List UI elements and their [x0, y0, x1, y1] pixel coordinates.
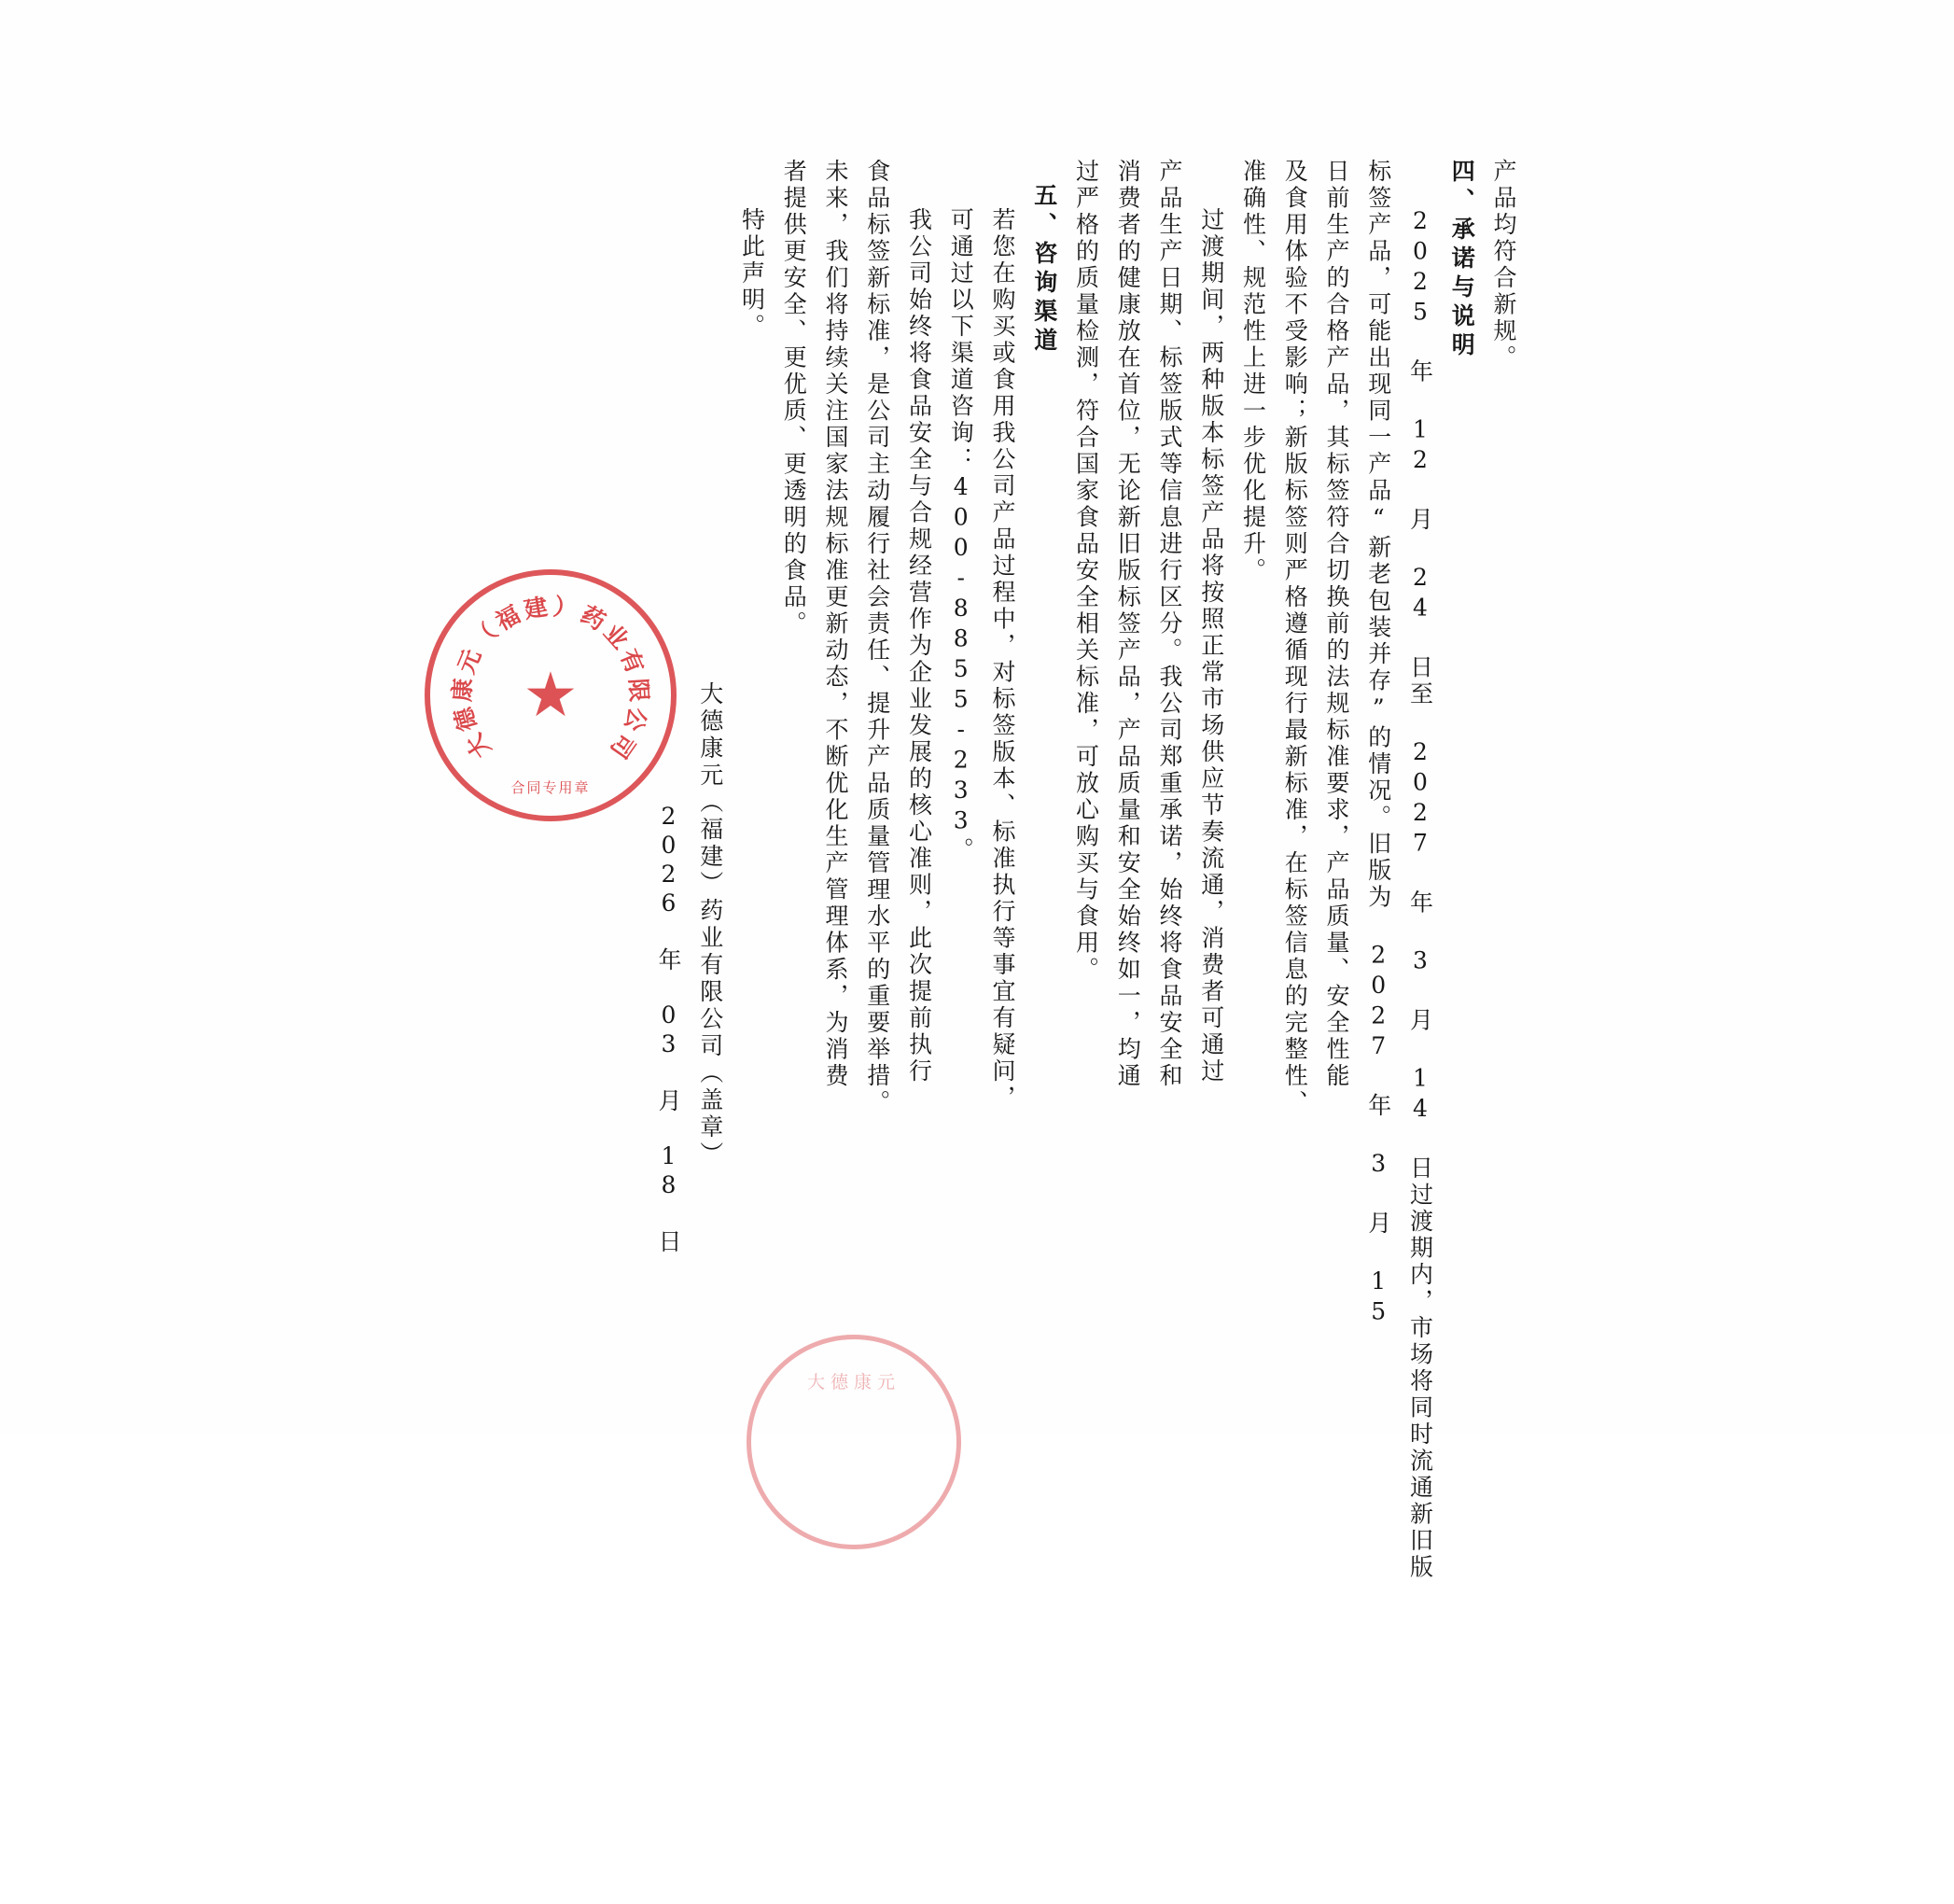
text-column: 产品生产日期、标签版式等信息进行区分。我公司郑重承诺，始终将食品安全和: [1156, 159, 1183, 1090]
section-heading-4: 四、承诺与说明: [1448, 159, 1476, 361]
text-column: 过渡期间，两种版本标签产品将按照正常市场供应节奏流通，消费者可通过: [1197, 207, 1225, 1085]
text-column: 2025 年 12 月 24 日至 2027 年 3 月 14 日过渡期内，市场将同时流通新旧版: [1406, 207, 1434, 1581]
text-column: 过严格的质量检测，符合国家食品安全相关标准，可放心购买与食用。: [1072, 159, 1100, 984]
text-column: 标签产品，可能出现同一产品“新老包装并存”的情况。旧版为 2027 年 3 月 15: [1364, 159, 1392, 1328]
text-column: 我公司始终将食品安全与合规经营作为企业发展的核心准则，此次提前执行: [905, 207, 933, 1085]
text-column: 未来，我们将持续关注国家法规标准更新动态，不断优化生产管理体系，为消费: [822, 159, 849, 1090]
contact-phone-column: 可通过以下渠道咨询：400-8855-233。: [947, 207, 975, 864]
text-column: 者提供更安全、更优质、更透明的食品。: [780, 159, 808, 637]
text-column: 及食用体验不受影响；新版标签则严格遵循现行最新标准，在标签信息的完整性、: [1281, 159, 1309, 1116]
seal-bottom-text: 合同专用章: [510, 779, 591, 796]
text-column: 产品均符合新规。: [1490, 159, 1517, 371]
text-column: 日前生产的合格产品，其标签符合切换前的法规标准要求，产品质量、安全性能: [1323, 159, 1350, 1090]
seal-arc-text: 大 德 康 元 （ 福 建 ） 药 业 有 限 公 司: [448, 593, 653, 763]
text-column: 食品标签新标准，是公司主动履行社会责任、提升产品质量管理水平的重要举措。: [863, 159, 891, 1116]
text-column: 消费者的健康放在首位，无论新旧版标签产品，产品质量和安全始终如一，均通: [1114, 159, 1142, 1090]
seal-star-icon: ★: [523, 659, 579, 731]
seal-ghost-text: 大德康元: [806, 1372, 901, 1393]
closing-statement: 特此声明。: [738, 207, 766, 341]
section-heading-5: 五、咨询渠道: [1030, 183, 1058, 357]
text-column: 若您在购买或食用我公司产品过程中，对标签版本、标准执行等事宜有疑问，: [989, 207, 1016, 1112]
signature-company: 大德康元（福建）药业有限公司（盖章）: [696, 681, 724, 1169]
text-column: 准确性、规范性上进一步优化提升。: [1239, 159, 1267, 584]
signature-date: 2026 年 03 月 18 日: [655, 803, 682, 1254]
